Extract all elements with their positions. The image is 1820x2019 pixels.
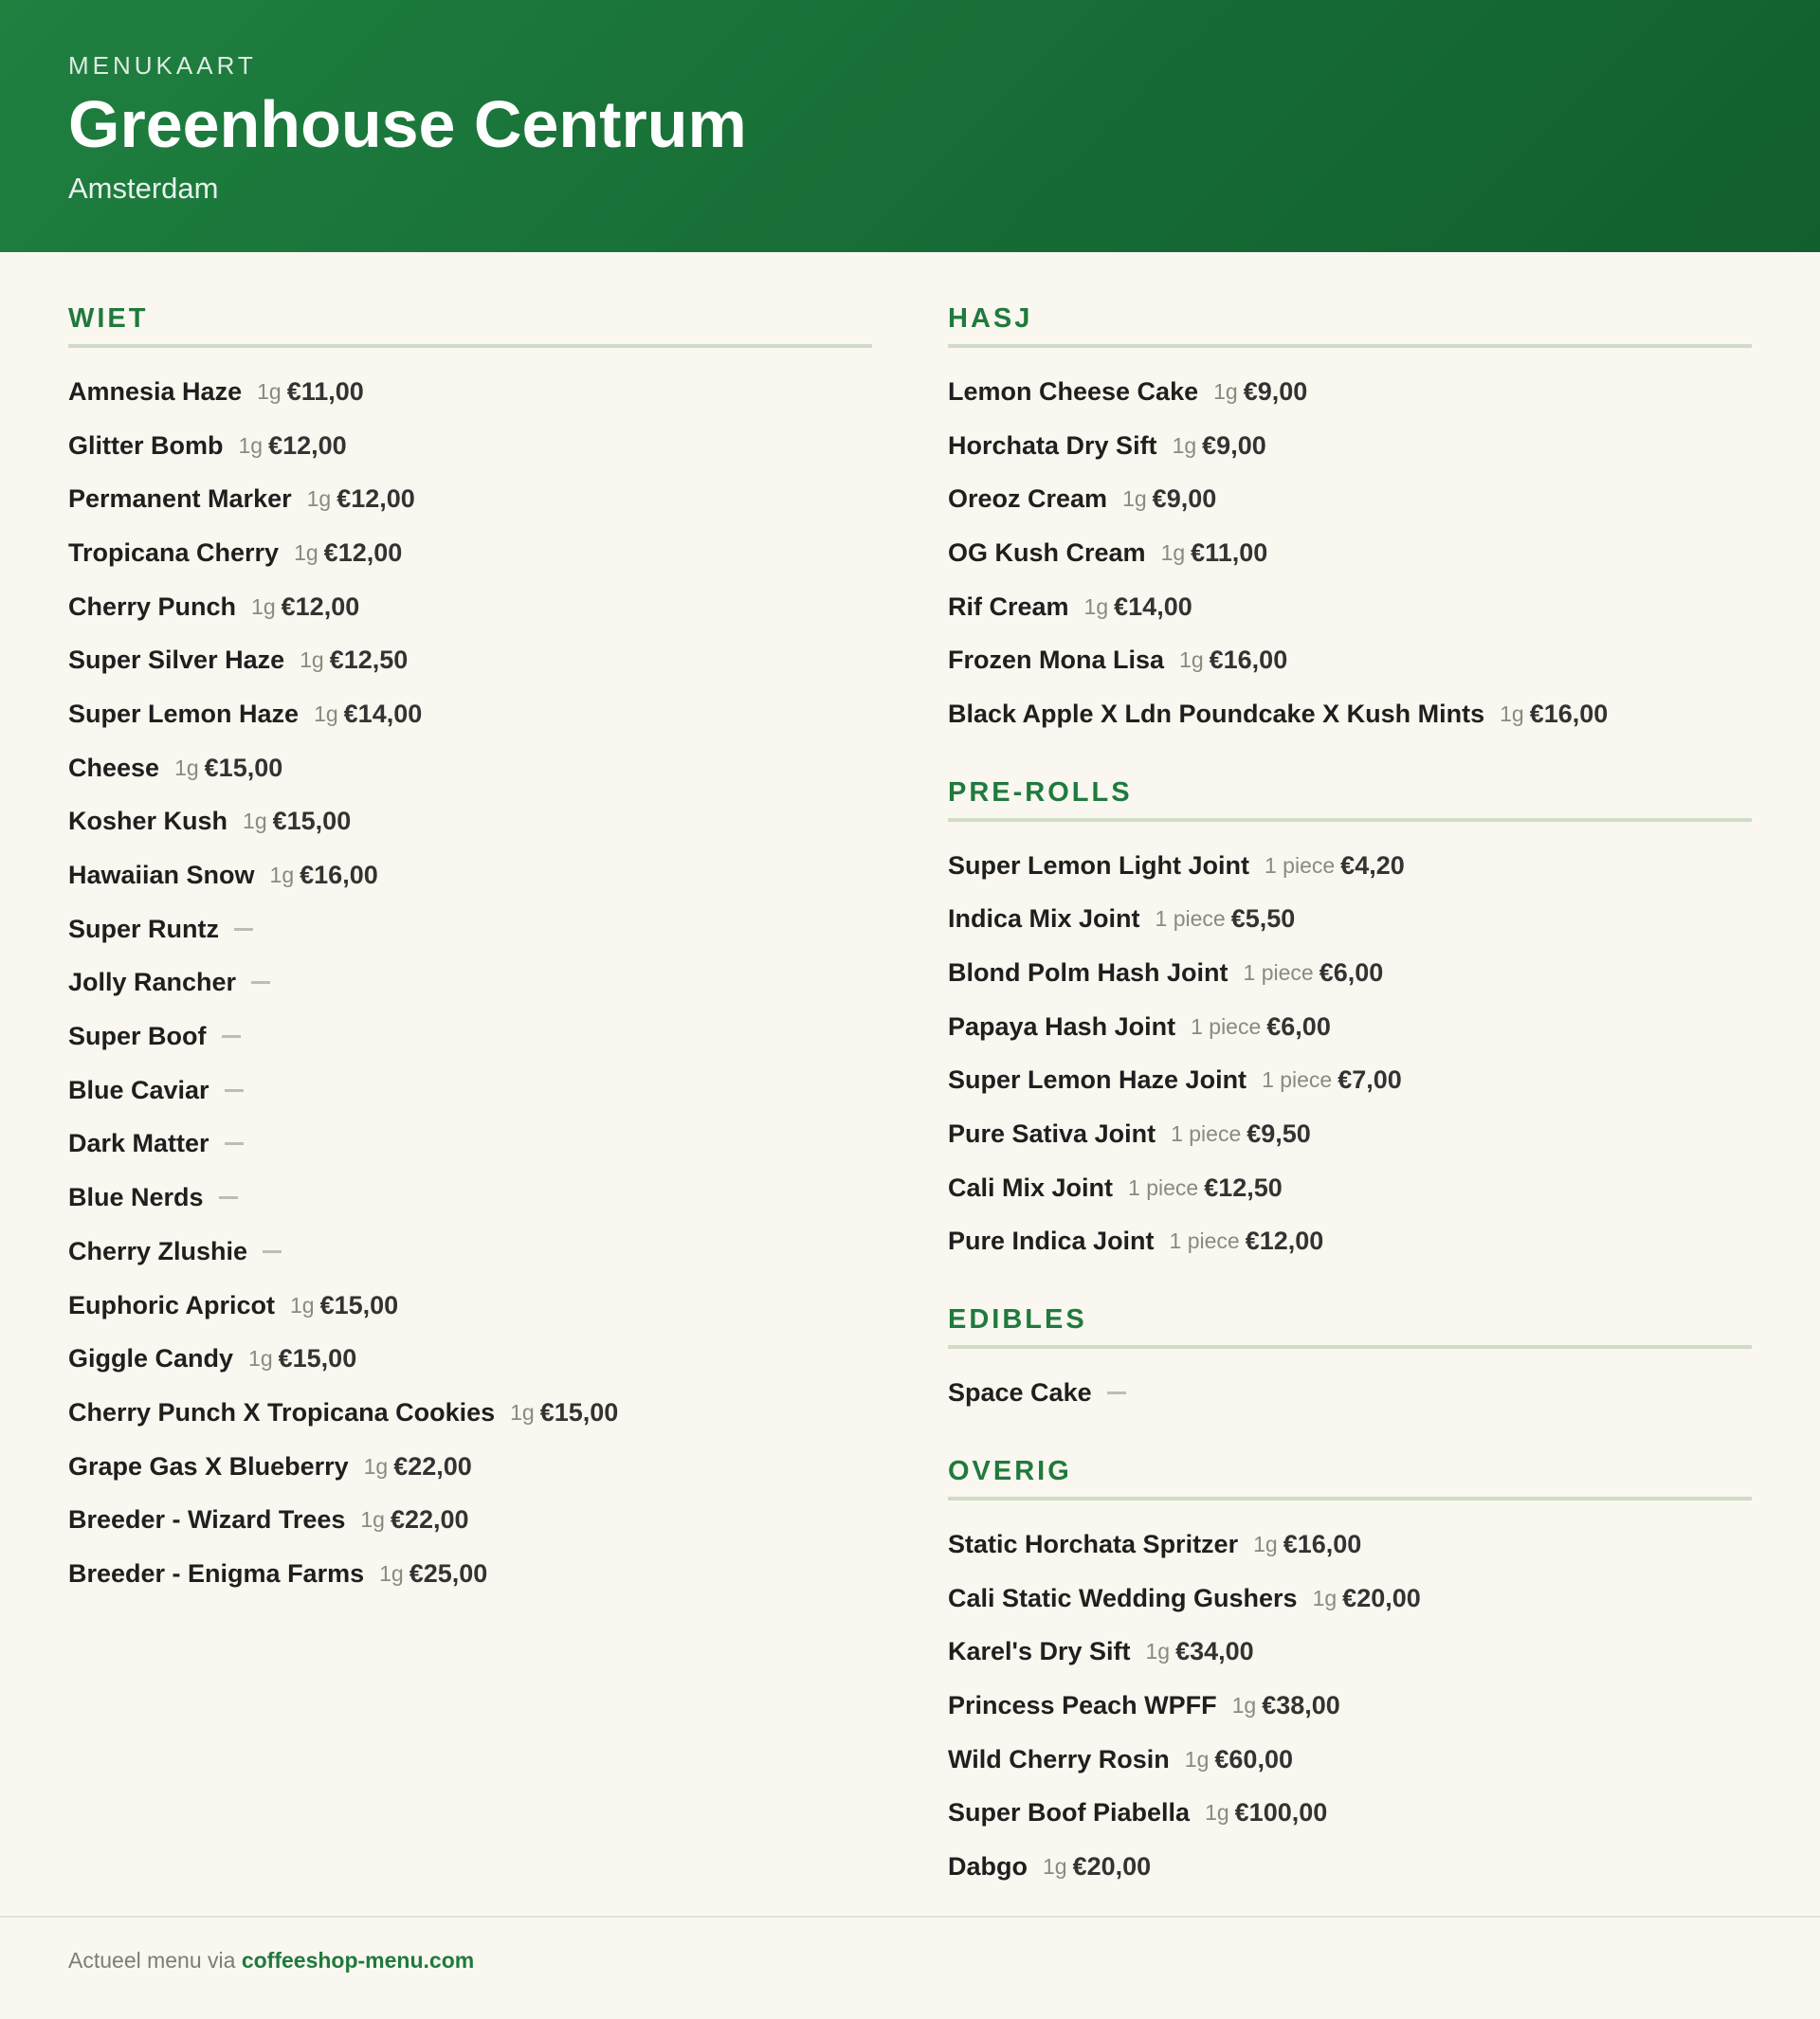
item-price: €22,00 [393, 1451, 472, 1481]
menu-item [68, 1064, 872, 1118]
item-name: Grape Gas X Blueberry [68, 1451, 349, 1481]
menu-item [948, 1840, 1752, 1894]
item-name: Pure Indica Joint [948, 1227, 1155, 1256]
menu-item [948, 1366, 1752, 1420]
item-name: Black Apple X Ldn Poundcake X Kush Mints [948, 699, 1485, 728]
item-name: Space Cake [948, 1378, 1092, 1408]
item-name: Horchata Dry Sift [948, 430, 1157, 460]
item-price: €100,00 [1234, 1798, 1328, 1828]
item-name: Super Boof Piabella [948, 1798, 1191, 1828]
menu-eyebrow: MENUKAART [68, 51, 257, 80]
item-name: Cherry Zlushie [68, 1236, 248, 1265]
item-price: €12,00 [268, 430, 347, 460]
menu-section [948, 777, 1752, 1269]
menu-item [948, 1572, 1752, 1626]
item-unit: 1g [1172, 432, 1197, 458]
menu-header [0, 0, 1820, 252]
item-price: €9,00 [1152, 484, 1217, 514]
menu-item [948, 1215, 1752, 1269]
menu-item [948, 946, 1752, 1000]
item-price: €14,00 [1114, 591, 1192, 621]
item-price: €25,00 [409, 1558, 488, 1588]
item-unit: 1g [174, 755, 199, 780]
menu-section [948, 1304, 1752, 1420]
item-name: Wild Cherry Rosin [948, 1744, 1170, 1773]
item-unit: 1g [269, 863, 295, 888]
menu-item [68, 580, 872, 634]
item-unit: 1g [1500, 700, 1524, 726]
menu-section [948, 303, 1752, 741]
no-price-dash [251, 981, 270, 984]
item-name: Kosher Kush [68, 807, 228, 836]
item-name: Dabgo [948, 1851, 1028, 1881]
section-title: WIET [68, 303, 872, 348]
menu-item [948, 472, 1752, 526]
menu-item [68, 1225, 872, 1279]
item-name: Super Boof [68, 1022, 207, 1051]
menu-section [68, 303, 872, 1601]
item-price: €15,00 [272, 807, 352, 836]
item-unit: 1g [1145, 1639, 1171, 1664]
no-price-dash [263, 1250, 282, 1253]
item-unit: 1g [251, 593, 276, 619]
item-price: €7,00 [1338, 1065, 1402, 1095]
item-name: Cherry Punch X Tropicana Cookies [68, 1397, 496, 1427]
section-title: PRE-ROLLS [948, 777, 1752, 822]
item-unit: 1g [238, 432, 264, 458]
item-unit: 1g [248, 1346, 273, 1372]
item-price: €12,00 [337, 484, 415, 514]
item-unit: 1 piece [1265, 852, 1336, 878]
item-unit: 1g [1253, 1531, 1278, 1556]
menu-item [68, 1118, 872, 1172]
menu-item [68, 795, 872, 849]
item-name: Euphoric Apricot [68, 1290, 276, 1319]
item-name: Jolly Rancher [68, 968, 237, 997]
item-unit: 1g [379, 1560, 404, 1586]
item-unit: 1g [290, 1292, 315, 1318]
menu-item [68, 1171, 872, 1225]
item-name: Pure Sativa Joint [948, 1119, 1156, 1149]
menu-item [68, 419, 872, 473]
no-price-dash [222, 1035, 241, 1038]
menu-item [68, 1010, 872, 1064]
item-name: Permanent Marker [68, 484, 292, 514]
menu-item [68, 472, 872, 526]
item-price: €16,00 [1529, 699, 1609, 728]
item-name: OG Kush Cream [948, 537, 1146, 567]
menu-item [68, 1547, 872, 1601]
item-unit: 1g [1160, 539, 1186, 565]
item-unit: 1 piece [1262, 1067, 1333, 1093]
item-price: €12,50 [1204, 1173, 1283, 1202]
menu-item [68, 633, 872, 687]
menu-item [948, 419, 1752, 473]
item-price: €9,00 [1243, 376, 1308, 406]
item-price: €14,00 [343, 699, 423, 728]
item-name: Karel's Dry Sift [948, 1637, 1131, 1666]
menu-column-right [948, 303, 1752, 1916]
item-name: Indica Mix Joint [948, 904, 1140, 934]
item-price: €12,00 [1245, 1227, 1324, 1256]
item-unit: 1 piece [1169, 1228, 1240, 1254]
item-name: Super Lemon Haze Joint [948, 1065, 1247, 1095]
item-price: €11,00 [1191, 537, 1268, 567]
item-price: €15,00 [278, 1344, 357, 1373]
item-unit: 1g [306, 486, 332, 512]
item-price: €12,00 [281, 591, 360, 621]
item-unit: 1g [243, 809, 267, 834]
item-name: Rif Cream [948, 591, 1069, 621]
item-name: Blond Polm Hash Joint [948, 958, 1228, 988]
menu-item [68, 1279, 872, 1333]
item-name: Amnesia Haze [68, 376, 243, 406]
item-name: Lemon Cheese Cake [948, 376, 1199, 406]
item-unit: 1g [1043, 1853, 1067, 1879]
item-name: Super Lemon Haze [68, 699, 300, 728]
item-unit: 1g [1312, 1585, 1338, 1610]
item-unit: 1g [1205, 1800, 1229, 1826]
menu-item [68, 1440, 872, 1494]
item-price: €16,00 [1209, 646, 1288, 675]
no-price-dash [225, 1142, 244, 1145]
menu-item [68, 526, 872, 580]
menu-body [0, 252, 1820, 1916]
menu-item [948, 1107, 1752, 1161]
item-unit: 1g [1231, 1692, 1257, 1718]
item-unit: 1g [360, 1507, 385, 1533]
menu-item [948, 1625, 1752, 1679]
item-price: €6,00 [1266, 1011, 1331, 1041]
item-name: Hawaiian Snow [68, 861, 255, 890]
menu-item [948, 1518, 1752, 1572]
menu-item [68, 956, 872, 1010]
item-name: Cherry Punch [68, 591, 237, 621]
menu-item [68, 1332, 872, 1386]
menu-item [68, 848, 872, 902]
no-price-dash [225, 1089, 244, 1092]
item-name: Blue Caviar [68, 1075, 209, 1104]
no-price-dash [219, 1196, 238, 1199]
menu-section [948, 1456, 1752, 1894]
menu-footer [0, 1916, 1820, 2019]
item-name: Glitter Bomb [68, 430, 224, 460]
no-price-dash [234, 928, 253, 931]
item-unit: 1 piece [1128, 1174, 1199, 1200]
item-price: €15,00 [319, 1290, 399, 1319]
item-name: Blue Nerds [68, 1183, 204, 1212]
item-unit: 1g [294, 539, 318, 565]
item-name: Frozen Mona Lisa [948, 646, 1165, 675]
item-unit: 1g [300, 647, 324, 673]
item-price: €6,00 [1319, 958, 1384, 988]
menu-item [948, 1161, 1752, 1215]
item-unit: 1g [1213, 378, 1238, 404]
item-price: €20,00 [1072, 1851, 1152, 1881]
item-price: €34,00 [1175, 1637, 1254, 1666]
item-unit: 1 piece [1155, 906, 1226, 932]
menu-item [948, 365, 1752, 419]
item-unit: 1 piece [1171, 1121, 1242, 1147]
menu-item [948, 1000, 1752, 1054]
menu-item [948, 1679, 1752, 1733]
item-name: Cali Static Wedding Gushers [948, 1583, 1298, 1612]
item-price: €9,50 [1247, 1119, 1311, 1149]
menu-item [68, 687, 872, 741]
item-price: €38,00 [1262, 1690, 1340, 1719]
item-price: €5,50 [1230, 904, 1296, 934]
footer-text: Actueel menu via [68, 1948, 242, 1973]
menu-item [68, 365, 872, 419]
menu-item [948, 893, 1752, 947]
no-price-dash [1107, 1391, 1126, 1394]
item-unit: 1g [314, 700, 338, 726]
item-unit: 1g [257, 378, 282, 404]
item-price: €11,00 [286, 376, 364, 406]
item-price: €16,00 [300, 861, 378, 890]
menu-item [68, 902, 872, 956]
footer-link[interactable]: coffeeshop-menu.com [241, 1948, 475, 1973]
menu-item [948, 1733, 1752, 1787]
item-name: Tropicana Cherry [68, 537, 280, 567]
shop-title: Greenhouse Centrum [68, 87, 747, 161]
section-title: OVERIG [948, 1456, 1752, 1501]
item-name: Breeder - Wizard Trees [68, 1505, 346, 1535]
item-unit: 1 piece [1243, 960, 1314, 986]
item-name: Papaya Hash Joint [948, 1011, 1176, 1041]
item-name: Static Horchata Spritzer [948, 1529, 1239, 1558]
item-price: €15,00 [204, 753, 283, 782]
menu-item [948, 839, 1752, 893]
item-name: Super Lemon Light Joint [948, 850, 1249, 880]
item-unit: 1g [510, 1399, 535, 1425]
menu-column-left [68, 303, 872, 1916]
item-unit: 1g [1184, 1746, 1210, 1772]
menu-item [68, 1386, 872, 1440]
menu-item [68, 1493, 872, 1547]
item-unit: 1g [363, 1453, 389, 1479]
item-price: €9,00 [1202, 430, 1266, 460]
item-name: Princess Peach WPFF [948, 1690, 1217, 1719]
menu-item [948, 526, 1752, 580]
item-price: €12,50 [329, 646, 409, 675]
item-name: Super Silver Haze [68, 646, 285, 675]
item-unit: 1g [1179, 647, 1204, 673]
item-name: Oreoz Cream [948, 484, 1108, 514]
item-price: €16,00 [1283, 1529, 1362, 1558]
item-name: Breeder - Enigma Farms [68, 1558, 365, 1588]
section-title: EDIBLES [948, 1304, 1752, 1349]
item-name: Cali Mix Joint [948, 1173, 1114, 1202]
menu-item [948, 633, 1752, 687]
item-price: €15,00 [539, 1397, 619, 1427]
item-unit: 1 piece [1191, 1013, 1262, 1039]
menu-item [948, 1054, 1752, 1108]
item-price: €20,00 [1342, 1583, 1421, 1612]
item-price: €4,20 [1340, 850, 1405, 880]
item-name: Dark Matter [68, 1129, 209, 1158]
item-name: Cheese [68, 753, 160, 782]
menu-item [948, 687, 1752, 741]
shop-city: Amsterdam [68, 171, 219, 205]
item-unit: 1g [1122, 486, 1147, 512]
item-name: Super Runtz [68, 914, 219, 943]
item-unit: 1g [1083, 593, 1109, 619]
menu-item [948, 1786, 1752, 1840]
item-name: Giggle Candy [68, 1344, 234, 1373]
item-price: €60,00 [1214, 1744, 1293, 1773]
item-price: €12,00 [323, 537, 403, 567]
section-title: HASJ [948, 303, 1752, 348]
menu-item [68, 741, 872, 795]
item-price: €22,00 [390, 1505, 469, 1535]
menu-item [948, 580, 1752, 634]
